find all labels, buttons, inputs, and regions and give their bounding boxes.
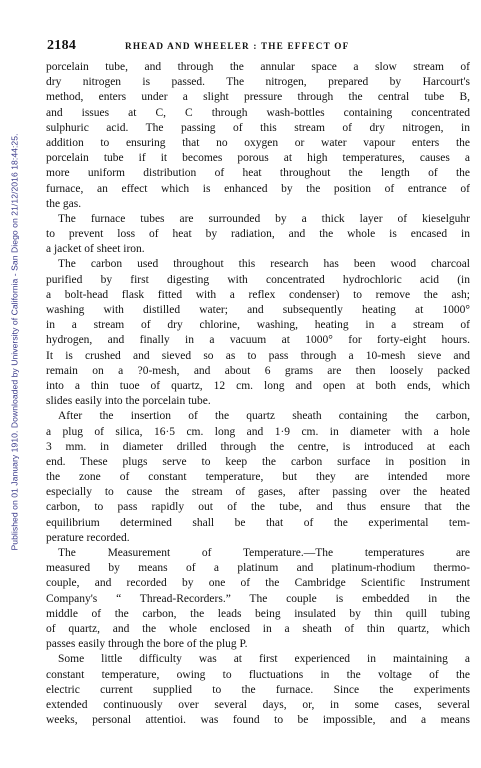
text-line: extended continuously over several days, or, in some cases, several	[46, 698, 470, 711]
page-number: 2184	[47, 38, 77, 53]
text-line: method, enters under a slight pressure through the central tube B,	[46, 91, 470, 104]
text-line: a jacket of sheet iron.	[46, 243, 145, 256]
running-title: RHEAD AND WHEELER : THE EFFECT OF	[125, 41, 350, 51]
text-line: furnace, an effect which is enhanced by the position of entrance of	[46, 182, 470, 195]
text-line: porcelain tube if it becomes porous at high temperatures, causes a	[46, 152, 470, 165]
text-line: the gas.	[46, 197, 82, 210]
text-line: passes easily through the bore of the plug P.	[46, 638, 248, 651]
text-line: The furnace tubes are surrounded by a thick layer of kieselguhr	[58, 212, 470, 225]
text-line: 3 mm. in diameter drilled through the centre, is introduced at each	[46, 440, 470, 453]
text-line: constant temperature, owing to fluctuations in the voltage of the	[46, 668, 470, 681]
text-line: more uniform distribution of heat throughout the length of the	[46, 167, 470, 180]
text-line: porcelain tube, and through the annular space a slow stream of	[46, 61, 470, 73]
text-line: Some little difficulty was at first experienced in maintaining a	[58, 653, 470, 666]
text-line: end. These plugs serve to keep the carbon surface in position in	[46, 455, 470, 468]
text-line: to prevent loss of heat by radiation, and the whole is encased in	[46, 228, 470, 241]
text-line: a bolt-head flask fitted with a reflex condenser) to remove the ash;	[46, 288, 470, 301]
text-line: The carbon used throughout this research has been wood charcoal	[58, 258, 470, 271]
text-line: and issues at C, C through wash-bottles containing concentrated	[46, 106, 470, 119]
text-line: electric current supplied to the furnace. Since the experiments	[46, 683, 470, 696]
text-line: The Measurement of Temperature.—The temperatures are	[58, 547, 470, 559]
download-notice-text: Published on 01 January 1910. Downloaded by University of California - San Diego on 21/12/2016 18:44:25.	[9, 133, 20, 551]
text-line: dry nitrogen is passed. The nitrogen, prepared by Harcourt's	[46, 76, 470, 89]
text-line: especially to cause the stream of gases, after passing over the heated	[46, 486, 470, 499]
text-line: equilibrium determined shall be that of the experimental tem-	[46, 516, 470, 529]
text-line: measured by means of a platinum and platinum-rhodium thermo-	[46, 562, 470, 575]
text-line: middle of the carbon, the leads being insulated by thin quill tubing	[46, 607, 470, 620]
text-line: washing with distilled water; and subsequently heating at 1000°	[46, 304, 470, 316]
text-line: in a stream of dry chlorine, washing, heating in a stream of	[46, 319, 470, 332]
text-line: carbon, to pass rapidly out of the tube, and thus ensure that the	[46, 501, 470, 514]
text-line: addition to ensuring that no oxygen or water vapour enters the	[46, 136, 470, 149]
text-line: the zone of constant temperature, but they are intended more	[46, 471, 470, 484]
text-line: remain on a ?0-mesh, and about 6 grams are then loosely packed	[46, 364, 470, 377]
text-line: purified by first digesting with concentrated hydrochloric acid (in	[46, 273, 470, 286]
text-line: slides easily into the porcelain tube.	[46, 395, 211, 408]
text-line: weeks, personal attentioi. was found to be impossible, and a means	[46, 714, 470, 727]
text-line: After the insertion of the quartz sheath containing the carbon,	[58, 410, 470, 423]
text-line: It is crushed and sieved so as to pass through a 10-mesh sieve and	[46, 349, 470, 362]
text-line: sulphuric acid. The passing of this stream of dry nitrogen, in	[46, 121, 470, 134]
text-line: hydrogen, and finally in a vacuum at 1000° for forty-eight hours.	[46, 334, 470, 347]
text-line: of quartz, and the whole enclosed in a sheath of thin quartz, which	[46, 622, 470, 635]
download-notice	[8, 12, 20, 672]
text-line: into a thin tuoe of quartz, 12 cm. long and open at both ends, which	[46, 379, 470, 392]
text-line: a plug of silica, 16·5 cm. long and 1·9 cm. in diameter with a hole	[46, 425, 470, 438]
page-header	[47, 38, 469, 54]
text-line: Company's “ Thread-Recorders.” The couple is embedded in the	[46, 592, 470, 605]
text-line: couple, and recorded by one of the Cambridge Scientific Instrument	[46, 577, 470, 590]
text-line: perature recorded.	[46, 531, 130, 544]
body-text	[46, 60, 470, 728]
